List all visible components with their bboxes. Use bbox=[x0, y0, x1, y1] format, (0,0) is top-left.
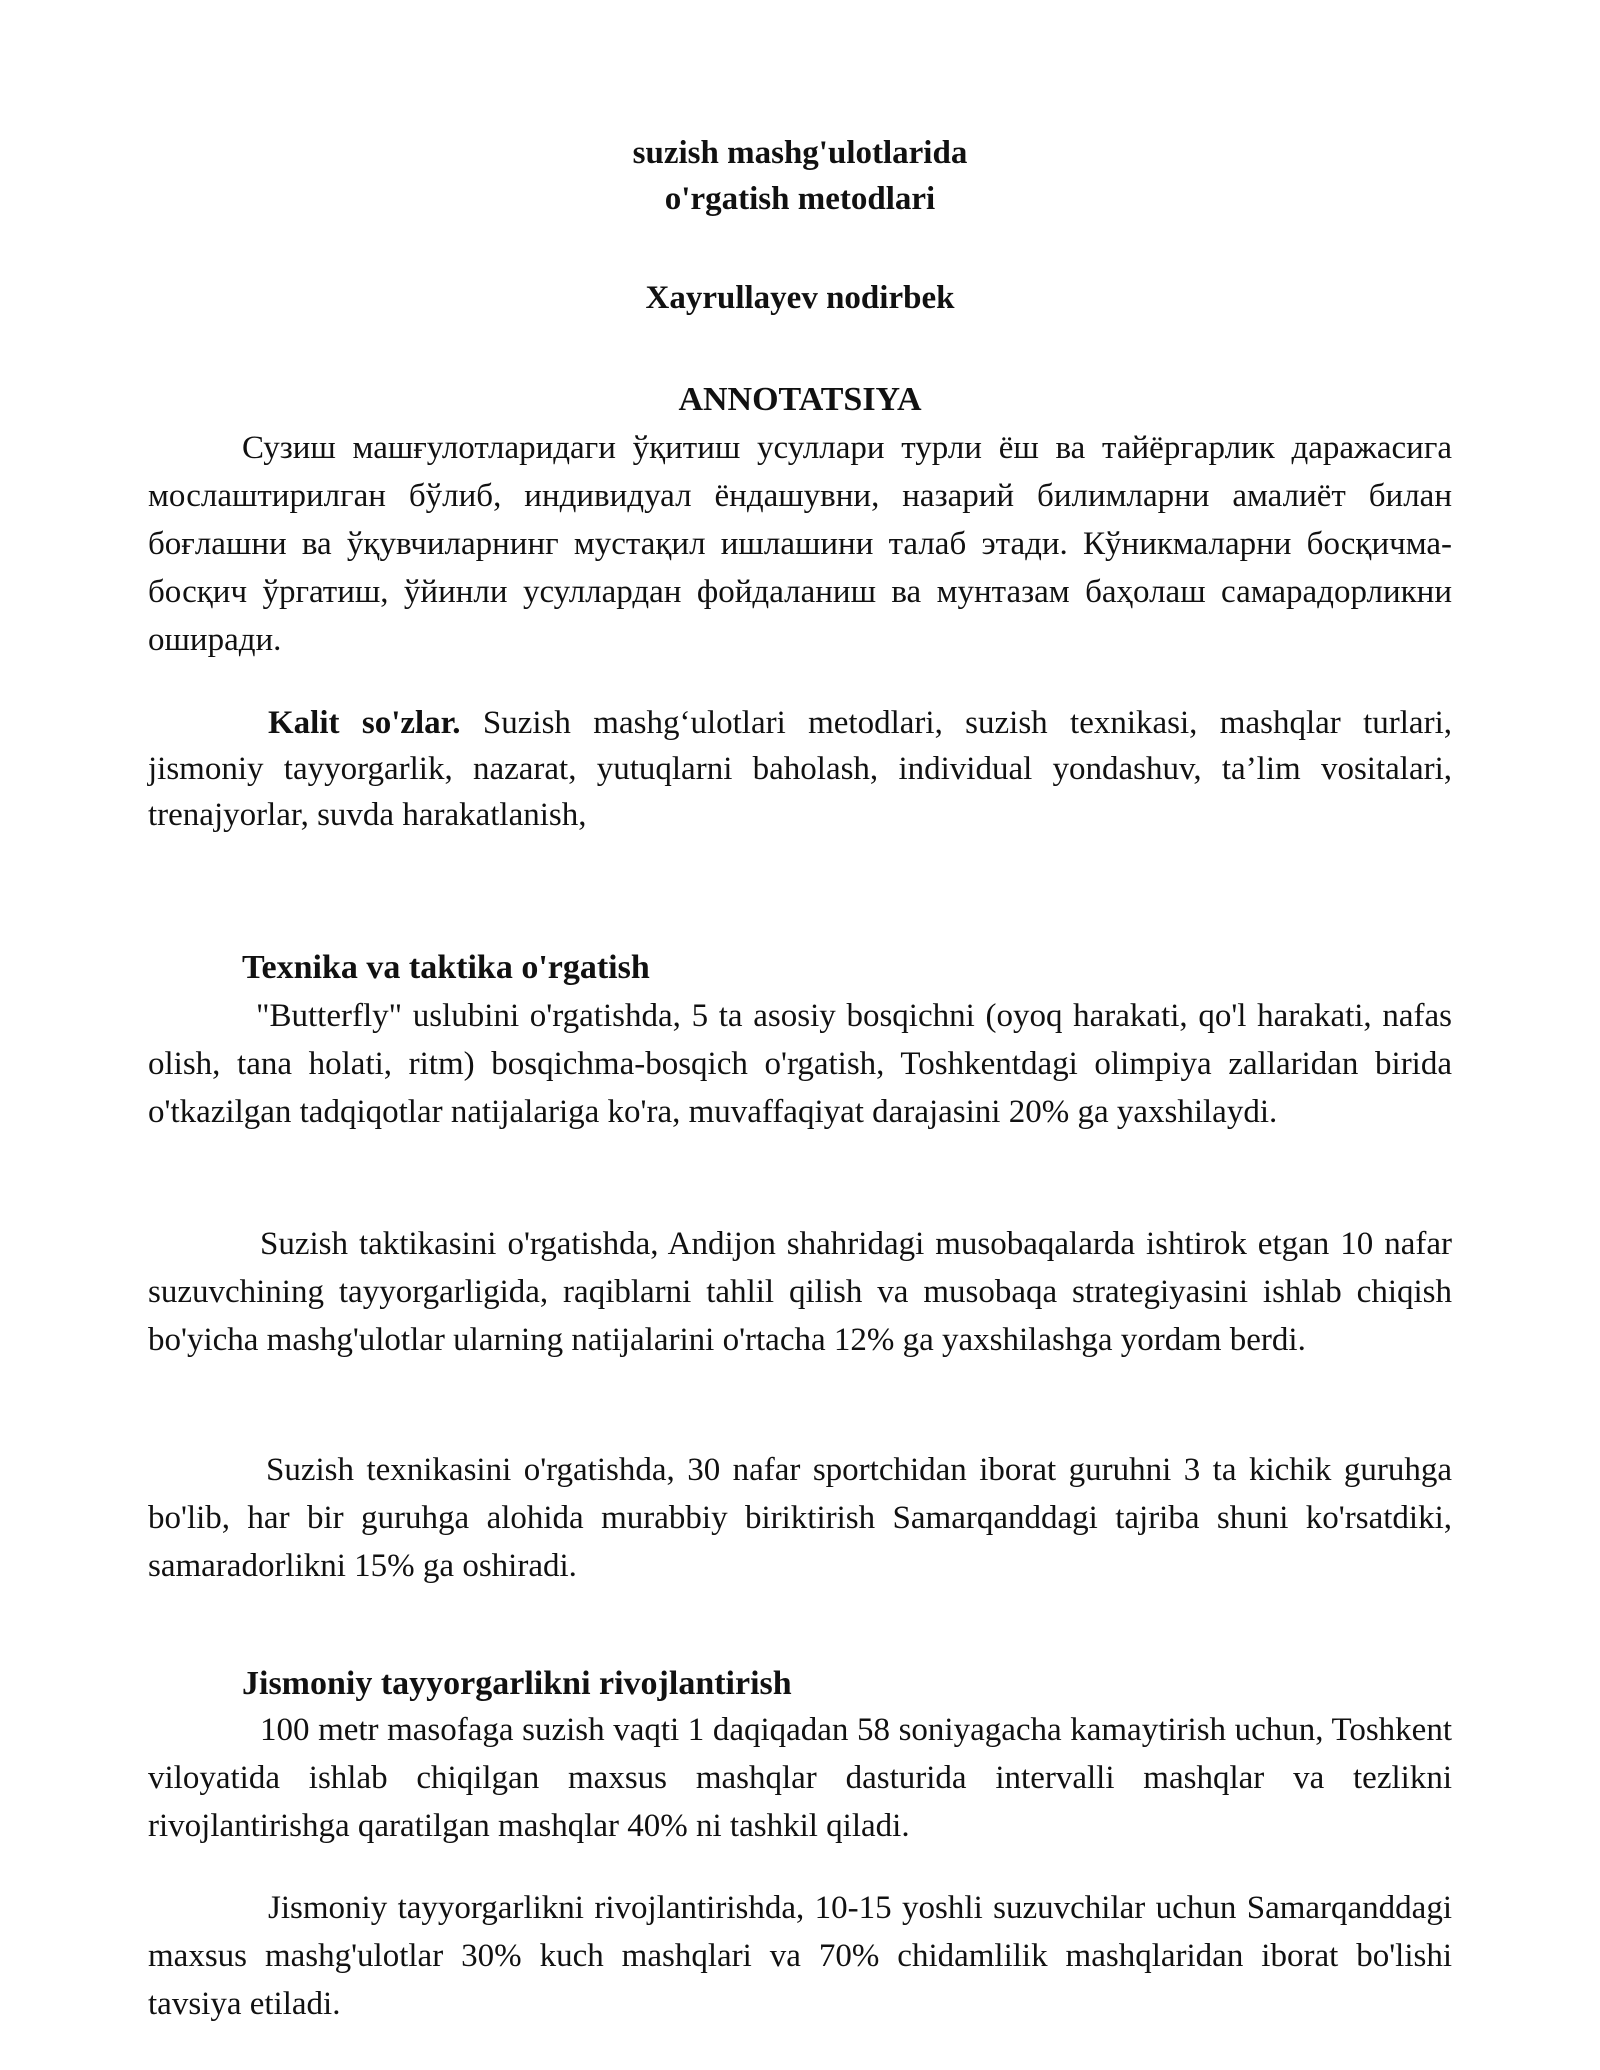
section-heading-technique: Texnika va taktika o'rgatish bbox=[242, 949, 650, 986]
technique-paragraph-2: Suzish taktikasini o'rgatishda, Andijon shahridagi musobaqalarda ishtirok etgan 10 nafar suzuvchining tayyorgarligida, raqiblarni tahlil qilish va musobaqa strategiyasini ishlab chiqish bo'yicha mashg'ulotlar ularning natijalarini o'rtacha 12% ga yaxshilashga yordam berdi. bbox=[148, 1226, 1452, 1358]
author-name: Xayrullayev nodirbek bbox=[645, 280, 955, 316]
keywords-paragraph bbox=[148, 700, 1452, 838]
keywords-label: Kalit so'zlar. bbox=[268, 705, 461, 741]
title-line-2: o'rgatish metodlari bbox=[664, 181, 936, 217]
physical-paragraph-2: Jismoniy tayyorgarlikni rivojlantirishda, 10-15 yoshli suzuvchilar uchun Samarqanddagi maxsus mashg'ulotlar 30% kuch mashqlari va 70% chidamlilik mashqlaridan iborat bo'lishi tavsiya etiladi. bbox=[148, 1890, 1452, 2022]
technique-paragraph-1: "Butterfly" uslubini o'rgatishda, 5 ta asosiy bosqichni (oyoq harakati, qo'l harakati, nafas olish, tana holati, ritm) bosqichma-bosqich o'rgatish, Toshkentdagi olimpiya zallaridan birida o'tkazilgan tadqiqotlar natijalariga ko'ra, muvaffaqiyat darajasini 20% ga yaxshilaydi. bbox=[148, 998, 1452, 1130]
technique-paragraph-3: Suzish texnikasini o'rgatishda, 30 nafar sportchidan iborat guruhni 3 ta kichik guruhga bo'lib, har bir guruhga alohida murabbiy biriktirish Samarqanddagi tajriba shuni ko'rsatdiki, samaradorlikni 15% ga oshiradi. bbox=[148, 1452, 1452, 1584]
document-title bbox=[148, 130, 1452, 222]
annotation-paragraph: Сузиш машғулотларидаги ўқитиш усуллари турли ёш ва тайёргарлик даражасига мослаштирилган бўлиб, индивидуал ёндашувни, назарий билимларни амалиёт билан боғлашни ва ўқувчиларнинг мустақил ишлашини талаб этади. Кўникмаларни босқичма-босқич ўргатиш, ўйинли усуллардан фойдаланиш ва мунтазам баҳолаш самарадорликни оширади. bbox=[148, 430, 1452, 658]
annotation-heading: ANNOTATSIYA bbox=[678, 381, 922, 418]
section-heading-physical: Jismoniy tayyorgarlikni rivojlantirish bbox=[242, 1665, 792, 1702]
physical-paragraph-1: 100 metr masofaga suzish vaqti 1 daqiqadan 58 soniyagacha kamaytirish uchun, Toshkent viloyatida ishlab chiqilgan maxsus mashqlar dasturida intervalli mashqlar va tezlikni rivojlantirishga qaratilgan mashqlar 40% ni tashkil qiladi. bbox=[148, 1712, 1452, 1844]
title-line-1: suzish mashg'ulotlarida bbox=[632, 135, 968, 171]
keywords-text: Suzish mashg‘ulotlari metodlari, suzish texnikasi, mashqlar turlari, jismoniy tayyorgarlik, nazarat, yutuqlarni baholash, individual yondashuv, ta’lim vositalari, trenajyorlar, suvda harakatlanish, bbox=[148, 705, 1452, 833]
